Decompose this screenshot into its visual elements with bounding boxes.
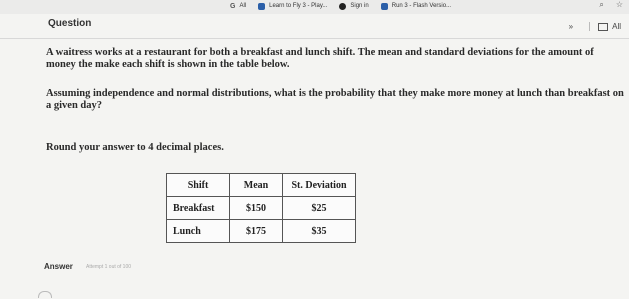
page-title: Question [48, 18, 92, 29]
bookmark-icon [381, 3, 388, 10]
table-cell: Breakfast [167, 197, 230, 220]
all-bookmarks-label: All [612, 22, 621, 31]
star-icon[interactable]: ☆ [615, 0, 623, 9]
table-row [167, 220, 356, 243]
question-paragraph-1: A waitress works at a restaurant for both a breakfast and lunch shift. The mean and standard deviations for the amount of money the make each shift is shown in the table below. [46, 47, 594, 70]
table-cell: $150 [230, 197, 283, 220]
google-icon: G [230, 2, 236, 10]
header-right [569, 22, 621, 31]
overflow-chevron-icon[interactable]: » [568, 22, 574, 31]
table-cell: $175 [230, 220, 283, 243]
browser-toolbar-right [599, 0, 623, 10]
folder-icon [598, 23, 608, 31]
globe-icon [339, 3, 346, 10]
table-cell: $35 [283, 220, 356, 243]
bookmark-all[interactable] [230, 3, 246, 10]
table-header: Mean [230, 174, 283, 197]
bookmark-label: Learn to Fly 3 - Play... [269, 3, 328, 9]
table-header-row [167, 174, 356, 197]
question-paragraph-3: Round your answer to 4 decimal places. [46, 142, 224, 153]
shift-table [166, 173, 356, 243]
table-header: Shift [167, 174, 230, 197]
table-cell: Lunch [167, 220, 230, 243]
bookmark-label: Run 3 - Flash Versio... [391, 3, 452, 9]
bookmark-label: All [239, 3, 247, 9]
bookmark-learn-to-fly[interactable] [258, 3, 327, 10]
table-row [167, 197, 356, 220]
question-paragraph-2: Assuming independence and normal distributions, what is the probability that they make more money at lunch than breakfast on a given day? [46, 88, 624, 111]
bookmarks-list [230, 0, 451, 12]
answer-input-icon[interactable] [38, 291, 52, 298]
browser-bookmarks-bar [0, 0, 629, 14]
attempt-counter: Attempt 1 out of 100 [86, 264, 132, 270]
bookmark-label: Sign in [350, 3, 369, 9]
bookmark-run-3[interactable] [381, 3, 451, 10]
table-header: St. Deviation [283, 174, 356, 197]
all-bookmarks-button[interactable] [589, 22, 621, 31]
search-icon[interactable]: ⌕ [599, 0, 604, 9]
table-cell: $25 [283, 197, 356, 220]
question-header [0, 14, 629, 39]
bookmark-icon [258, 3, 265, 10]
answer-label: Answer [44, 262, 73, 271]
bookmark-sign-in[interactable] [339, 3, 368, 10]
